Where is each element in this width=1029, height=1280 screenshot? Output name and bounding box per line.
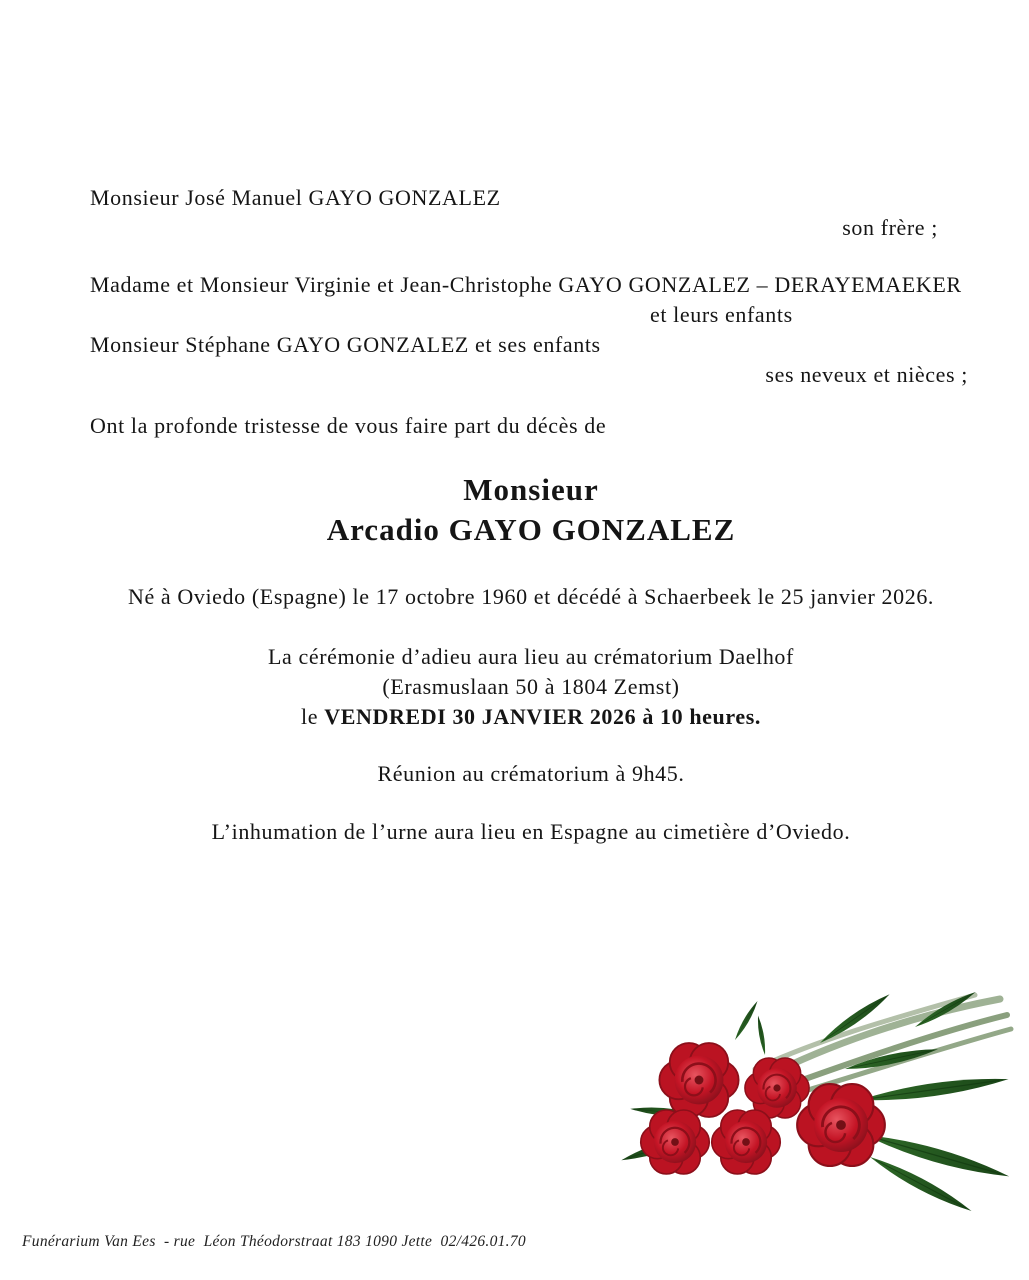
ceremony-date-emphasis: VENDREDI 30 JANVIER 2026 à 10 heures.: [324, 704, 761, 729]
life-dates-line: Né à Oviedo (Espagne) le 17 octobre 1960 et décédé à Schaerbeek le 25 janvier 2026.: [127, 584, 935, 609]
deceased-title: Monsieur: [463, 472, 599, 507]
meeting-line: Réunion au crématorium à 9h45.: [377, 761, 685, 786]
announcement-line: Ont la profonde tristesse de vous faire part du décès de: [90, 413, 607, 438]
red-roses-image: [615, 985, 1015, 1215]
relation-brother: son frère ;: [842, 215, 938, 240]
ceremony-date-prefix: le: [301, 704, 325, 729]
ceremony-line-1: La cérémonie d’adieu aura lieu au crématorium Daelhof: [268, 644, 794, 669]
relative-line-2-children: et leurs enfants: [650, 302, 793, 327]
funeral-home-footer: Funérarium Van Ees - rue Léon Théodorstraat 183 1090 Jette 02/426.01.70: [22, 1233, 526, 1250]
deceased-name: Arcadio GAYO GONZALEZ: [326, 512, 736, 547]
relative-line-3: Monsieur Stéphane GAYO GONZALEZ et ses enfants: [90, 332, 601, 357]
ceremony-line-2: (Erasmuslaan 50 à 1804 Zemst): [382, 674, 680, 699]
burial-line: L’inhumation de l’urne aura lieu en Espagne au cimetière d’Oviedo.: [211, 819, 851, 844]
ceremony-line-3: [0, 702, 1029, 732]
relative-line-1: Monsieur José Manuel GAYO GONZALEZ: [90, 185, 501, 210]
relative-line-2: Madame et Monsieur Virginie et Jean-Christophe GAYO GONZALEZ – DERAYEMAEKER: [90, 272, 962, 297]
relation-nephews-nieces: ses neveux et nièces ;: [765, 362, 968, 387]
